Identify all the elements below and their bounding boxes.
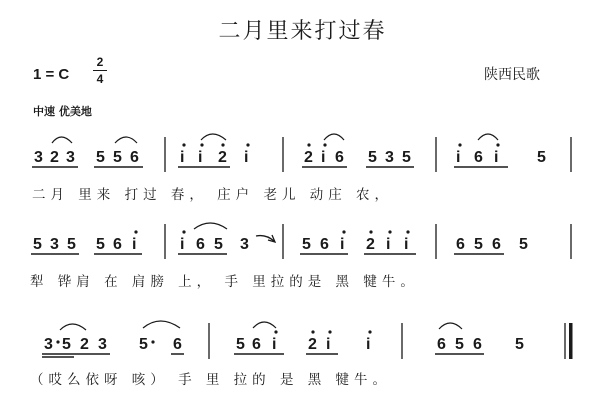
dot-mark	[56, 340, 59, 343]
slur-marks	[52, 134, 498, 143]
note: 3	[385, 149, 394, 166]
system-2	[31, 223, 571, 259]
arrow-mark	[256, 235, 275, 242]
octave-dots	[182, 143, 499, 146]
system-3	[42, 321, 573, 359]
note: 5	[402, 149, 411, 166]
note: 6	[335, 149, 344, 166]
note: 2	[304, 149, 313, 166]
note: i	[386, 236, 391, 253]
note: 5	[62, 336, 71, 353]
note: 6	[252, 336, 261, 353]
note: 3	[98, 336, 107, 353]
note: i	[321, 149, 326, 166]
system-1-notes	[34, 149, 546, 166]
note: 5	[368, 149, 377, 166]
slur-marks	[194, 223, 227, 229]
note: 2	[366, 236, 375, 253]
system-2-notes	[33, 236, 528, 253]
note: 3	[34, 149, 43, 166]
meter-top: 2	[96, 55, 104, 69]
octave-dots	[134, 230, 409, 233]
note: 5	[302, 236, 311, 253]
note: 6	[437, 336, 446, 353]
note: 6	[113, 236, 122, 253]
note: 2	[80, 336, 89, 353]
note: 5	[113, 149, 122, 166]
lyrics-line-2: 犁 铧肩 在 肩膀 上， 手 里拉的是 黑 犍牛。	[30, 274, 419, 290]
note: 6	[474, 149, 483, 166]
note: i	[404, 236, 409, 253]
note: 5	[96, 236, 105, 253]
note: 6	[456, 236, 465, 253]
note: i	[244, 149, 249, 166]
note: i	[272, 336, 277, 353]
note: i	[198, 149, 203, 166]
note: i	[180, 236, 185, 253]
note: i	[456, 149, 461, 166]
note: 5	[474, 236, 483, 253]
note: i	[494, 149, 499, 166]
note: 5	[236, 336, 245, 353]
final-barline	[569, 323, 573, 359]
note: 6	[173, 336, 182, 353]
system-1	[32, 134, 571, 172]
tempo-marking: 中速 优美地	[33, 105, 92, 118]
note: 6	[320, 236, 329, 253]
octave-dots	[274, 330, 371, 333]
song-title: 二月里来打过春	[218, 19, 387, 44]
note: 3	[50, 236, 59, 253]
note: 5	[96, 149, 105, 166]
note: 3	[66, 149, 75, 166]
note: 5	[33, 236, 42, 253]
note: i	[180, 149, 185, 166]
note: 2	[218, 149, 227, 166]
note: 5	[455, 336, 464, 353]
note: 2	[308, 336, 317, 353]
note: 6	[130, 149, 139, 166]
note: i	[132, 236, 137, 253]
note: 5	[67, 236, 76, 253]
note: i	[340, 236, 345, 253]
lyrics-line-3: （哎么依呀 咳） 手 里 拉的 是 黑 犍牛。	[30, 372, 392, 388]
note: i	[366, 336, 371, 353]
note: 6	[492, 236, 501, 253]
note: 5	[515, 336, 524, 353]
song-source: 陕西民歌	[484, 67, 540, 83]
note: 5	[139, 336, 148, 353]
system-3-notes	[44, 336, 524, 353]
note: 5	[214, 236, 223, 253]
note: 3	[44, 336, 53, 353]
note: 6	[196, 236, 205, 253]
note: 5	[537, 149, 546, 166]
note: 3	[240, 236, 249, 253]
beam-lines	[42, 354, 484, 357]
dot-mark	[151, 340, 154, 343]
key-signature: 1 = C	[33, 66, 70, 83]
meter-bottom: 4	[96, 72, 104, 86]
lyrics-line-1: 二月 里来 打过 春， 庄户 老儿 动庄 农，	[32, 187, 394, 203]
note: 5	[519, 236, 528, 253]
note: i	[326, 336, 331, 353]
note: 6	[473, 336, 482, 353]
note: 2	[50, 149, 59, 166]
